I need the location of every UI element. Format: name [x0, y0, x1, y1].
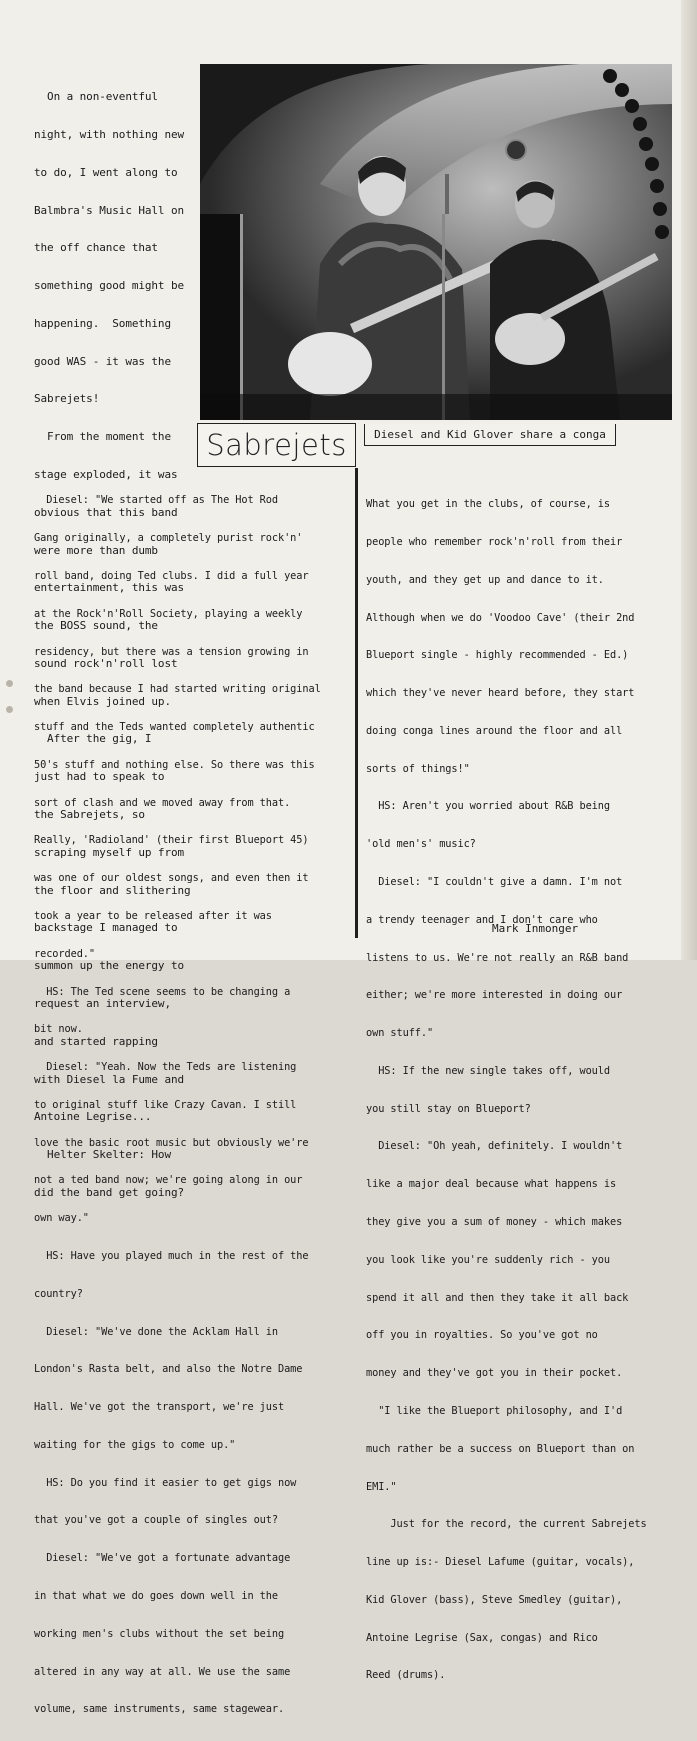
text-line: that you've got a couple of singles out?: [34, 1514, 278, 1527]
text-line: either; we're more interested in doing our: [366, 989, 623, 1002]
text-line: residency, but there was a tension growing in: [34, 645, 309, 658]
text-line: sort of clash and we moved away from that.: [34, 796, 291, 809]
text-line: request an interview,: [34, 996, 171, 1010]
text-line: entertainment, this was: [34, 581, 185, 595]
text-line: From the moment the: [34, 430, 171, 444]
text-line: HS: The Ted scene seems to be changing a: [34, 985, 291, 998]
text-line: What you get in the clubs, of course, is: [366, 498, 610, 511]
text-line: a trendy teenager and I don't care who: [366, 913, 598, 926]
text-line: Diesel: "Yeah. Now the Teds are listening: [34, 1061, 297, 1074]
text-line: the Sabrejets, so: [34, 808, 145, 822]
column-divider: [355, 468, 358, 938]
text-line: just had to speak to: [34, 770, 165, 784]
text-line: On a non-eventful: [34, 90, 158, 104]
text-line: EMI.": [366, 1480, 397, 1493]
text-line: Just for the record, the current Sabrejets: [366, 1518, 647, 1531]
punch-hole: [6, 680, 13, 687]
text-line: Gang originally, a completely purist rock'n': [34, 532, 303, 545]
text-line: doing conga lines around the floor and all: [366, 724, 623, 737]
text-line: Balmbra's Music Hall on: [34, 203, 185, 217]
text-line: waiting for the gigs to come up.": [34, 1438, 236, 1451]
text-line: recorded.": [34, 947, 95, 960]
text-line: Helter Skelter: How: [34, 1148, 171, 1162]
text-line: sound rock'n'roll lost: [34, 656, 178, 670]
page-edge: [681, 0, 697, 960]
text-line: stuff and the Teds wanted completely authentic: [34, 721, 315, 734]
photo-caption: Diesel and Kid Glover share a conga: [364, 424, 616, 446]
text-line: country?: [34, 1287, 83, 1300]
text-line: which they've never heard before, they start: [366, 687, 635, 700]
text-line: 'old men's' music?: [366, 838, 476, 851]
text-line: Diesel: "We've got a fortunate advantage: [34, 1552, 291, 1565]
text-line: when Elvis joined up.: [34, 694, 171, 708]
text-line: After the gig, I: [34, 732, 152, 746]
text-line: working men's clubs without the set being: [34, 1627, 285, 1640]
text-line: money and they've got you in their pocket.: [366, 1367, 623, 1380]
text-line: youth, and they get up and dance to it.: [366, 573, 604, 586]
text-line: with Diesel la Fume and: [34, 1072, 185, 1086]
punch-hole: [6, 706, 13, 713]
text-line: to original stuff like Crazy Cavan. I still: [34, 1098, 297, 1111]
text-line: 50's stuff and nothing else. So there was this: [34, 758, 315, 771]
text-line: the off chance that: [34, 241, 158, 255]
text-line: Really, 'Radioland' (their first Blueport 45): [34, 834, 309, 847]
text-line: the band because I had started writing original: [34, 683, 321, 696]
band-photo-illustration: [200, 64, 672, 420]
text-line: were more than dumb: [34, 543, 158, 557]
text-line: HS: Have you played much in the rest of the: [34, 1250, 309, 1262]
text-line: Hall. We've got the transport, we're just: [34, 1401, 285, 1414]
text-line: London's Rasta belt, and also the Notre Dame: [34, 1363, 303, 1376]
text-line: did the band get going?: [34, 1185, 185, 1199]
text-line: like a major deal because what happens is: [366, 1178, 617, 1191]
text-line: and started rapping: [34, 1034, 158, 1048]
text-line: Diesel: "I couldn't give a damn. I'm not: [366, 876, 623, 888]
text-line: good WAS - it was the: [34, 354, 171, 368]
text-line: the BOSS sound, the: [34, 619, 158, 633]
text-line: Although when we do 'Voodoo Cave' (their 2nd: [366, 611, 635, 624]
text-line: Antoine Legrise (Sax, congas) and Rico: [366, 1631, 598, 1644]
text-line: Diesel: "We've done the Acklam Hall in: [34, 1325, 278, 1338]
text-line: summon up the energy to: [34, 959, 185, 973]
text-line: was one of our oldest songs, and even then it: [34, 872, 309, 885]
text-line: night, with nothing new: [34, 127, 185, 141]
text-line: roll band, doing Ted clubs. I did a full year: [34, 569, 309, 582]
text-line: own way.": [34, 1212, 89, 1225]
text-line: something good might be: [34, 279, 185, 293]
author-byline: Mark Inmonger: [492, 922, 579, 935]
text-line: the floor and slithering: [34, 883, 191, 897]
text-line: Sabrejets!: [34, 392, 100, 406]
text-line: HS: If the new single takes off, would: [366, 1064, 610, 1077]
band-photo: [200, 64, 672, 420]
text-line: listens to us. We're not really an R&B band: [366, 951, 629, 964]
text-line: to do, I went along to: [34, 165, 178, 179]
text-line: Blueport single - highly recommended - Ed.): [366, 649, 629, 662]
text-line: sorts of things!": [366, 762, 470, 775]
text-line: own stuff.": [366, 1027, 434, 1040]
right-column: [366, 473, 647, 1707]
text-line: took a year to be released after it was: [34, 909, 272, 922]
text-line: much rather be a success on Blueport than on: [366, 1442, 635, 1455]
text-line: they give you a sum of money - which makes: [366, 1216, 623, 1229]
text-line: volume, same instruments, same stagewear.: [34, 1703, 285, 1716]
text-line: you look like you're suddenly rich - you: [366, 1253, 610, 1266]
text-line: people who remember rock'n'roll from their: [366, 535, 623, 548]
sabrejets-logo: Sabrejets: [197, 423, 356, 467]
left-column: [34, 444, 321, 1741]
text-line: Reed (drums).: [366, 1669, 446, 1682]
text-line: not a ted band now; we're going along in our: [34, 1174, 303, 1187]
text-line: spend it all and then they take it all back: [366, 1291, 629, 1304]
text-line: you still stay on Blueport?: [366, 1102, 531, 1115]
text-line: "I like the Blueport philosophy, and I'd: [366, 1404, 623, 1417]
text-line: off you in royalties. So you've got no: [366, 1329, 598, 1342]
text-line: Kid Glover (bass), Steve Smedley (guitar),: [366, 1593, 623, 1606]
text-line: HS: Do you find it easier to get gigs now: [34, 1476, 297, 1489]
text-line: Diesel: "Oh yeah, definitely. I wouldn't: [366, 1140, 623, 1153]
text-line: HS: Aren't you worried about R&B being: [366, 800, 610, 813]
text-line: backstage I managed to: [34, 921, 178, 935]
text-line: Antoine Legrise...: [34, 1110, 152, 1124]
text-line: Diesel: "We started off as The Hot Rod: [34, 494, 278, 507]
text-line: line up is:- Diesel Lafume (guitar, vocals),: [366, 1556, 635, 1569]
text-line: in that what we do goes down well in the: [34, 1590, 278, 1603]
text-line: love the basic root music but obviously we're: [34, 1136, 309, 1149]
text-line: altered in any way at all. We use the same: [34, 1665, 291, 1678]
text-line: bit now.: [34, 1023, 83, 1036]
text-line: happening. Something: [34, 316, 171, 330]
text-line: scraping myself up from: [34, 845, 185, 859]
text-line: at the Rock'n'Roll Society, playing a weekly: [34, 607, 303, 620]
text-line: stage exploded, it was: [34, 468, 178, 481]
text-line: obvious that this band: [34, 505, 178, 519]
